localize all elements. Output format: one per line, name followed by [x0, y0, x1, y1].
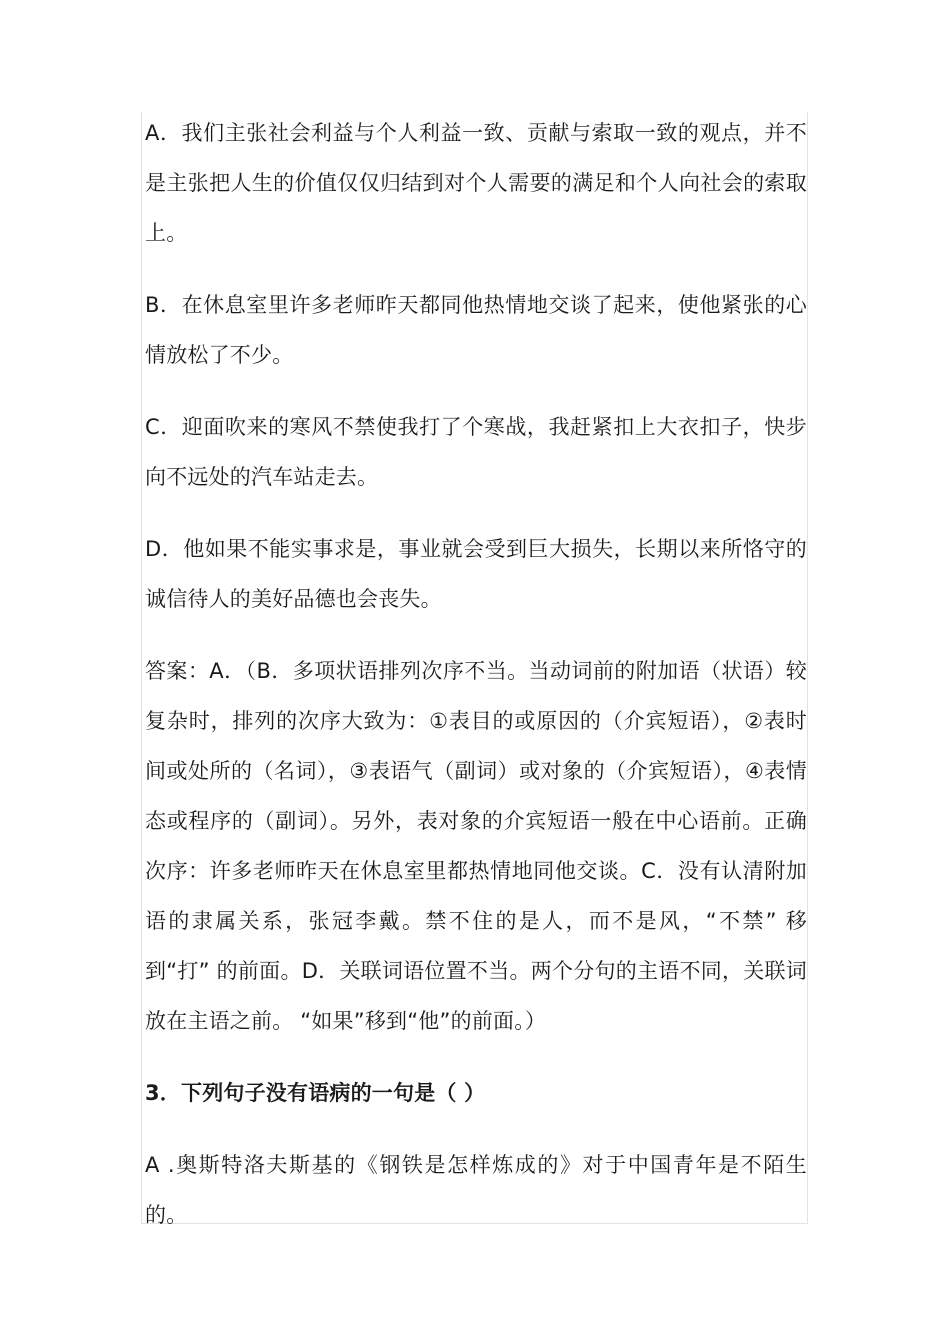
- question-3-option-a: A .奥斯特洛夫斯基的《钢铁是怎样炼成的》对于中国青年是不陌生的。: [145, 1153, 807, 1227]
- question-3-heading: 3．下列句子没有语病的一句是（ ）: [145, 1081, 486, 1105]
- document-body: [145, 108, 807, 1262]
- answer-paragraph: 答案：A．（B．多项状语排列次序不当。当动词前的附加语（状语）较复杂时，排列的次序大致为：①表目的或原因的（介宾短语），②表时间或处所的（名词），③表语气（副词）或对象的（介宾短语），④表情态或程序的（副词）。另外，表对象的介宾短语一般在中心语前。正确次序：许多老师昨天在休息室里都热情地同他交谈。C．没有认清附加语的隶属关系，张冠李戴。禁不住的是人，而不是风，“不禁” 移到“打” 的前面。D．关联词语位置不当。两个分句的主语不同，关联词放在主语之前。 “如果”移到“他”的前面。）: [145, 659, 807, 1033]
- option-d-paragraph: D．他如果不能实事求是，事业就会受到巨大损失，长期以来所恪守的诚信待人的美好品德也会丧失。: [145, 537, 807, 611]
- option-c-paragraph: C．迎面吹来的寒风不禁使我打了个寒战，我赶紧扣上大衣扣子，快步向不远处的汽车站走去。: [145, 415, 807, 489]
- option-b-paragraph: B．在休息室里许多老师昨天都同他热情地交谈了起来，使他紧张的心情放松了不少。: [145, 293, 807, 367]
- option-a-paragraph: A．我们主张社会利益与个人利益一致、贡献与索取一致的观点，并不是主张把人生的价值仅仅归结到对个人需要的满足和个人向社会的索取上。: [145, 121, 807, 245]
